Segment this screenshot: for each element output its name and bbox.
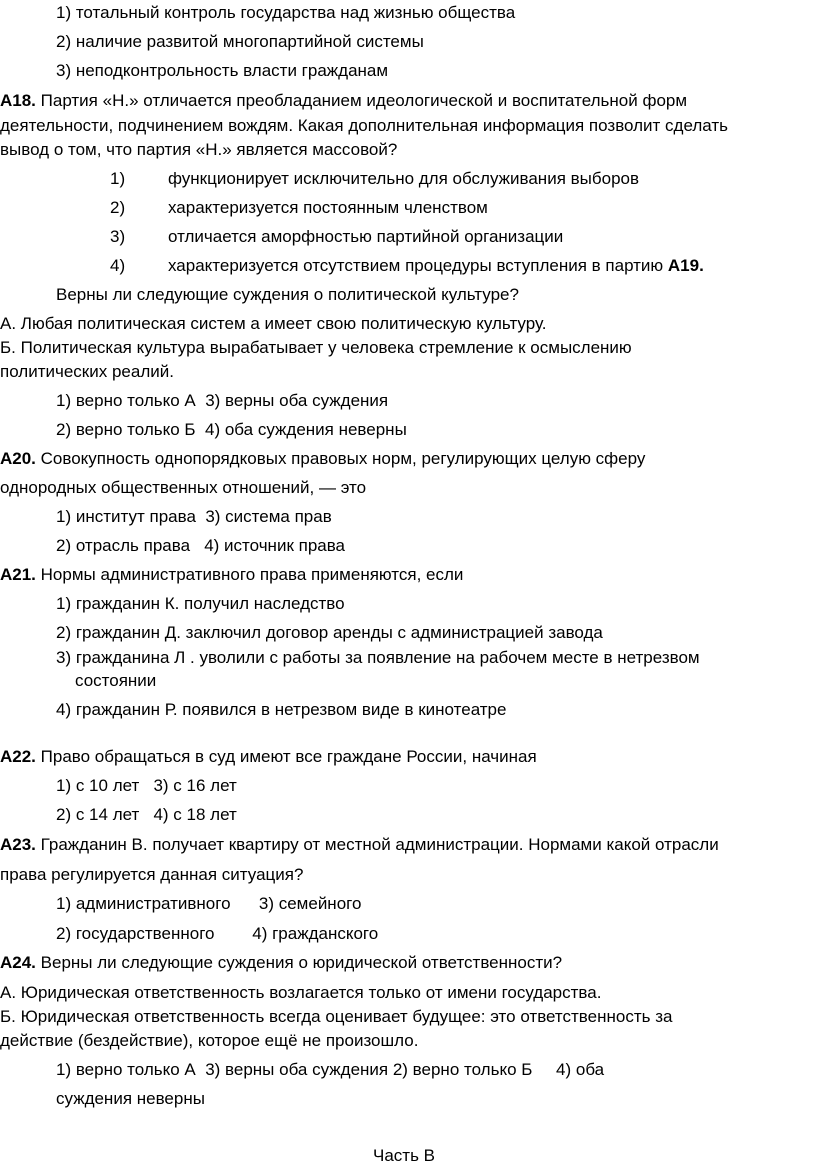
question-a20 xyxy=(0,449,645,469)
answer-option: 2) наличие развитой многопартийной системы xyxy=(56,32,424,51)
question-text: права регулируется данная ситуация? xyxy=(0,865,304,884)
question-text: Гражданин В. получает квартиру от местной администрации. Нормами какой отрасли xyxy=(35,835,719,854)
option-number: 3) xyxy=(110,227,126,246)
question-label: А18. xyxy=(0,91,36,110)
question-text: Нормы административного права применяются, если xyxy=(35,565,464,584)
option-number: 1) xyxy=(110,169,126,188)
answer-option: 4) гражданин Р. появился в нетрезвом виде в кинотеатре xyxy=(56,700,507,719)
answer-option: 1) с 10 лет 3) с 16 лет xyxy=(56,776,237,795)
question-text: Верны ли следующие суждения о юридической ответственности? xyxy=(35,953,563,972)
answer-option: 2) верно только Б 4) оба суждения неверны xyxy=(56,420,407,439)
answer-option: 3) неподконтрольность власти гражданам xyxy=(56,61,389,80)
question-text: однородных общественных отношений, — это xyxy=(0,478,367,497)
answer-option: 1) верно только А 3) верны оба суждения xyxy=(56,391,389,410)
section-heading: Часть В xyxy=(373,1146,435,1165)
question-a24 xyxy=(0,953,562,973)
statement-b: политических реалий. xyxy=(0,362,174,381)
option-number: 4) xyxy=(110,256,126,275)
question-text: Право обращаться в суд имеют все граждане России, начиная xyxy=(35,747,537,766)
answer-option: 1) гражданин К. получил наследство xyxy=(56,594,345,613)
answer-option: 1) верно только А 3) верны оба суждения 2) верно только Б 4) оба xyxy=(56,1060,605,1079)
answer-option: характеризуется постоянным членством xyxy=(168,198,488,217)
answer-option: отличается аморфностью партийной организации xyxy=(168,227,564,246)
question-a23 xyxy=(0,835,719,855)
answer-option: 2) государственного 4) гражданского xyxy=(56,924,379,943)
answer-option: состоянии xyxy=(75,671,157,690)
question-label: А24. xyxy=(0,953,36,972)
question-text: вывод о том, что партия «Н.» является массовой? xyxy=(0,140,398,159)
answer-option: 2) гражданин Д. заключил договор аренды с администрацией завода xyxy=(56,623,603,642)
question-a22 xyxy=(0,747,537,767)
statement-a: А. Любая политическая систем а имеет свою политическую культуру. xyxy=(0,314,547,333)
question-label: А19. xyxy=(667,256,704,275)
answer-option: 1) институт права 3) система прав xyxy=(56,507,332,526)
answer-option: 1) административного 3) семейного xyxy=(56,894,362,913)
statement-b: действие (бездействие), которое ещё не произошло. xyxy=(0,1031,419,1050)
statement-b: Б. Юридическая ответственность всегда оценивает будущее: это ответственность за xyxy=(0,1007,673,1026)
question-label: А23. xyxy=(0,835,36,854)
question-label: А21. xyxy=(0,565,36,584)
question-label: А22. xyxy=(0,747,36,766)
question-label: А20. xyxy=(0,449,36,468)
answer-option: суждения неверны xyxy=(56,1089,205,1108)
answer-option: 1) тотальный контроль государства над жизнью общества xyxy=(56,3,516,22)
question-text: Партия «Н.» отличается преобладанием идеологической и воспитательной форм xyxy=(35,91,688,110)
question-text: Совокупность однопорядковых правовых норм, регулирующих целую сферу xyxy=(35,449,646,468)
answer-option: характеризуется отсутствием процедуры вступления в партию А19. xyxy=(168,256,704,275)
option-number: 2) xyxy=(110,198,126,217)
answer-option: функционирует исключительно для обслуживания выборов xyxy=(168,169,640,188)
question-text: Верны ли следующие суждения о политической культуре? xyxy=(56,285,519,304)
question-a21 xyxy=(0,565,463,585)
question-a18 xyxy=(0,91,687,111)
answer-option: 2) отрасль права 4) источник права xyxy=(56,536,346,555)
question-text: деятельности, подчинением вождям. Какая дополнительная информация позволит сделать xyxy=(0,116,728,135)
answer-option: 3) гражданина Л . уволили с работы за появление на рабочем месте в нетрезвом xyxy=(56,648,700,667)
statement-a: А. Юридическая ответственность возлагается только от имени государства. xyxy=(0,983,602,1002)
statement-b: Б. Политическая культура вырабатывает у человека стремление к осмыслению xyxy=(0,338,632,357)
answer-option: 2) с 14 лет 4) с 18 лет xyxy=(56,805,237,824)
